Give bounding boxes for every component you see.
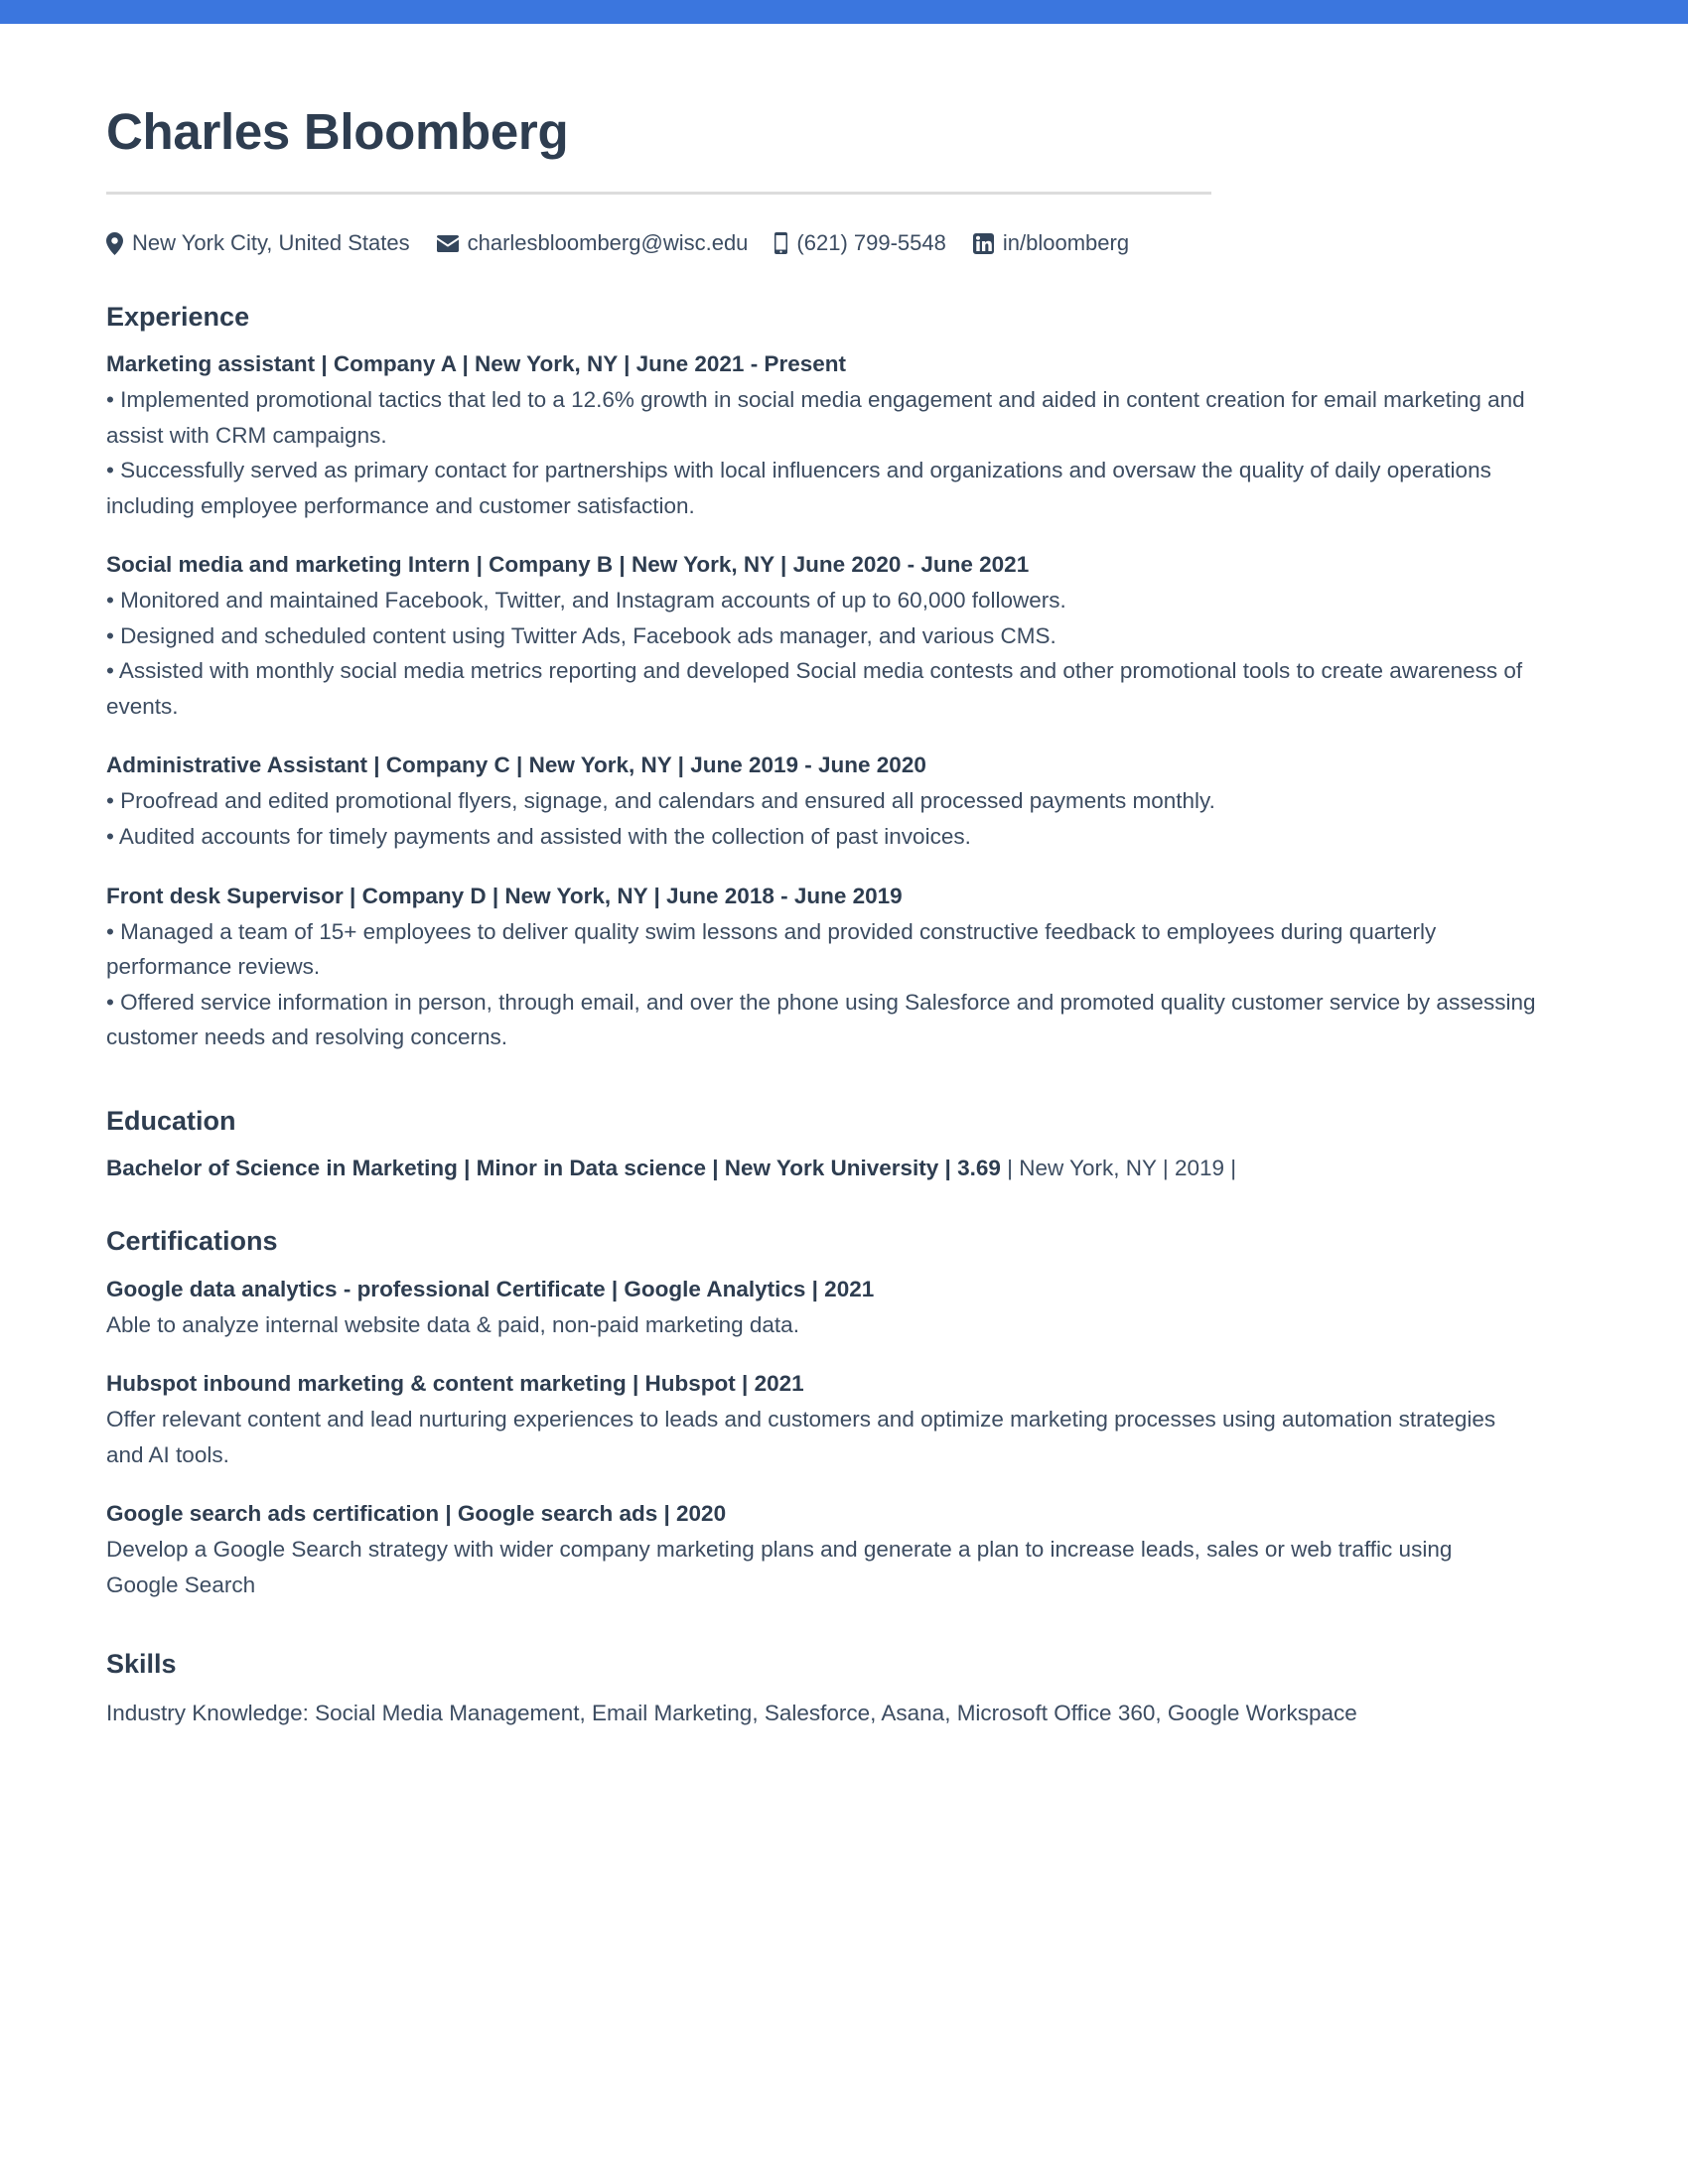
education-entry-heading [106, 1153, 1539, 1183]
section-title-experience: Experience [106, 301, 250, 332]
certification-description: Develop a Google Search strategy with wider company marketing plans and generate a plan to increase leads, sales or web traffic using Google Search [106, 1537, 1453, 1597]
contact-phone-text: (621) 799-5548 [796, 230, 946, 256]
experience-entry-heading: Administrative Assistant | Company C | New York, NY | June 2019 - June 2020 [106, 752, 926, 778]
linkedin-icon [973, 233, 994, 254]
experience-bullet: • Assisted with monthly social media metrics reporting and developed Social media contests and other promotional tools to create awareness of events. [106, 658, 1523, 719]
section-title-certifications: Certifications [106, 1226, 278, 1257]
contact-linkedin-text: in/bloomberg [1002, 230, 1130, 256]
section-skills [106, 1648, 1539, 1730]
contact-linkedin[interactable] [973, 232, 1129, 254]
contact-email-text: charlesbloomberg@wisc.edu [467, 230, 749, 256]
certification-entry [106, 1498, 1539, 1602]
contact-row [106, 232, 1539, 255]
contact-location-text: New York City, United States [132, 230, 410, 256]
mobile-phone-icon [774, 232, 787, 254]
section-certifications [106, 1225, 1539, 1602]
education-degree-text: Bachelor of Science in Marketing | Minor in Data science | New York University | 3.69 [106, 1156, 1001, 1181]
envelope-icon [437, 235, 459, 252]
certification-description: Offer relevant content and lead nurturing experiences to leads and customers and optimize marketing processes using automation strategies and AI tools. [106, 1407, 1496, 1467]
contact-phone[interactable] [774, 232, 945, 254]
experience-entry [106, 750, 1539, 854]
experience-entry [106, 881, 1539, 1055]
certification-heading: Google data analytics - professional Certificate | Google Analytics | 2021 [106, 1276, 875, 1301]
section-education [106, 1105, 1539, 1183]
experience-bullet: • Offered service information in person, through email, and over the phone using Salesforce and promoted quality customer service by assessing customer needs and resolving concerns. [106, 989, 1536, 1050]
experience-entry-heading: Marketing assistant | Company A | New York, NY | June 2021 - Present [106, 350, 846, 376]
experience-bullet: • Designed and scheduled content using Twitter Ads, Facebook ads manager, and various CMS. [106, 622, 1056, 648]
experience-entry-heading: Social media and marketing Intern | Company B | New York, NY | June 2020 - June 2021 [106, 552, 1030, 578]
section-title-skills: Skills [106, 1649, 177, 1680]
section-experience [106, 301, 1539, 1055]
experience-bullet: • Implemented promotional tactics that led to a 12.6% growth in social media engagement and aided in content creation for email marketing and assist with CRM campaigns. [106, 386, 1525, 448]
contact-location[interactable] [106, 232, 410, 255]
experience-bullet: • Proofread and edited promotional flyers, signage, and calendars and ensured all processed payments monthly. [106, 788, 1215, 814]
experience-entry [106, 549, 1539, 724]
contact-email[interactable] [437, 232, 749, 254]
certification-entry [106, 1368, 1539, 1472]
certification-heading: Google search ads certification | Google search ads | 2020 [106, 1501, 727, 1527]
education-entry [106, 1153, 1539, 1183]
education-detail-text: | New York, NY | 2019 | [1000, 1156, 1237, 1181]
certification-heading: Hubspot inbound marketing & content marketing | Hubspot | 2021 [106, 1371, 804, 1397]
candidate-name: Charles Bloomberg [106, 103, 569, 160]
experience-bullet: • Managed a team of 15+ employees to deliver quality swim lessons and provided constructive feedback to employees during quarterly performance reviews. [106, 918, 1437, 980]
certification-entry [106, 1274, 1539, 1343]
section-title-education: Education [106, 1105, 236, 1136]
experience-entry-heading: Front desk Supervisor | Company D | New York, NY | June 2018 - June 2019 [106, 883, 903, 908]
experience-bullet: • Monitored and maintained Facebook, Twitter, and Instagram accounts of up to 60,000 followers. [106, 588, 1066, 614]
top-accent-bar [0, 0, 1688, 24]
experience-entry [106, 348, 1539, 523]
header-divider [106, 192, 1211, 195]
resume-content [0, 24, 1688, 1731]
experience-bullet: • Audited accounts for timely payments and assisted with the collection of past invoices. [106, 824, 971, 849]
location-pin-icon [106, 232, 123, 255]
certification-description: Able to analyze internal website data & paid, non-paid marketing data. [106, 1311, 799, 1337]
experience-bullet: • Successfully served as primary contact for partnerships with local influencers and organizations and oversaw the quality of daily operations including employee performance and customer satisfaction. [106, 458, 1491, 518]
skills-list: Industry Knowledge: Social Media Management, Email Marketing, Salesforce, Asana, Microsoft Office 360, Google Workspace [106, 1700, 1357, 1725]
